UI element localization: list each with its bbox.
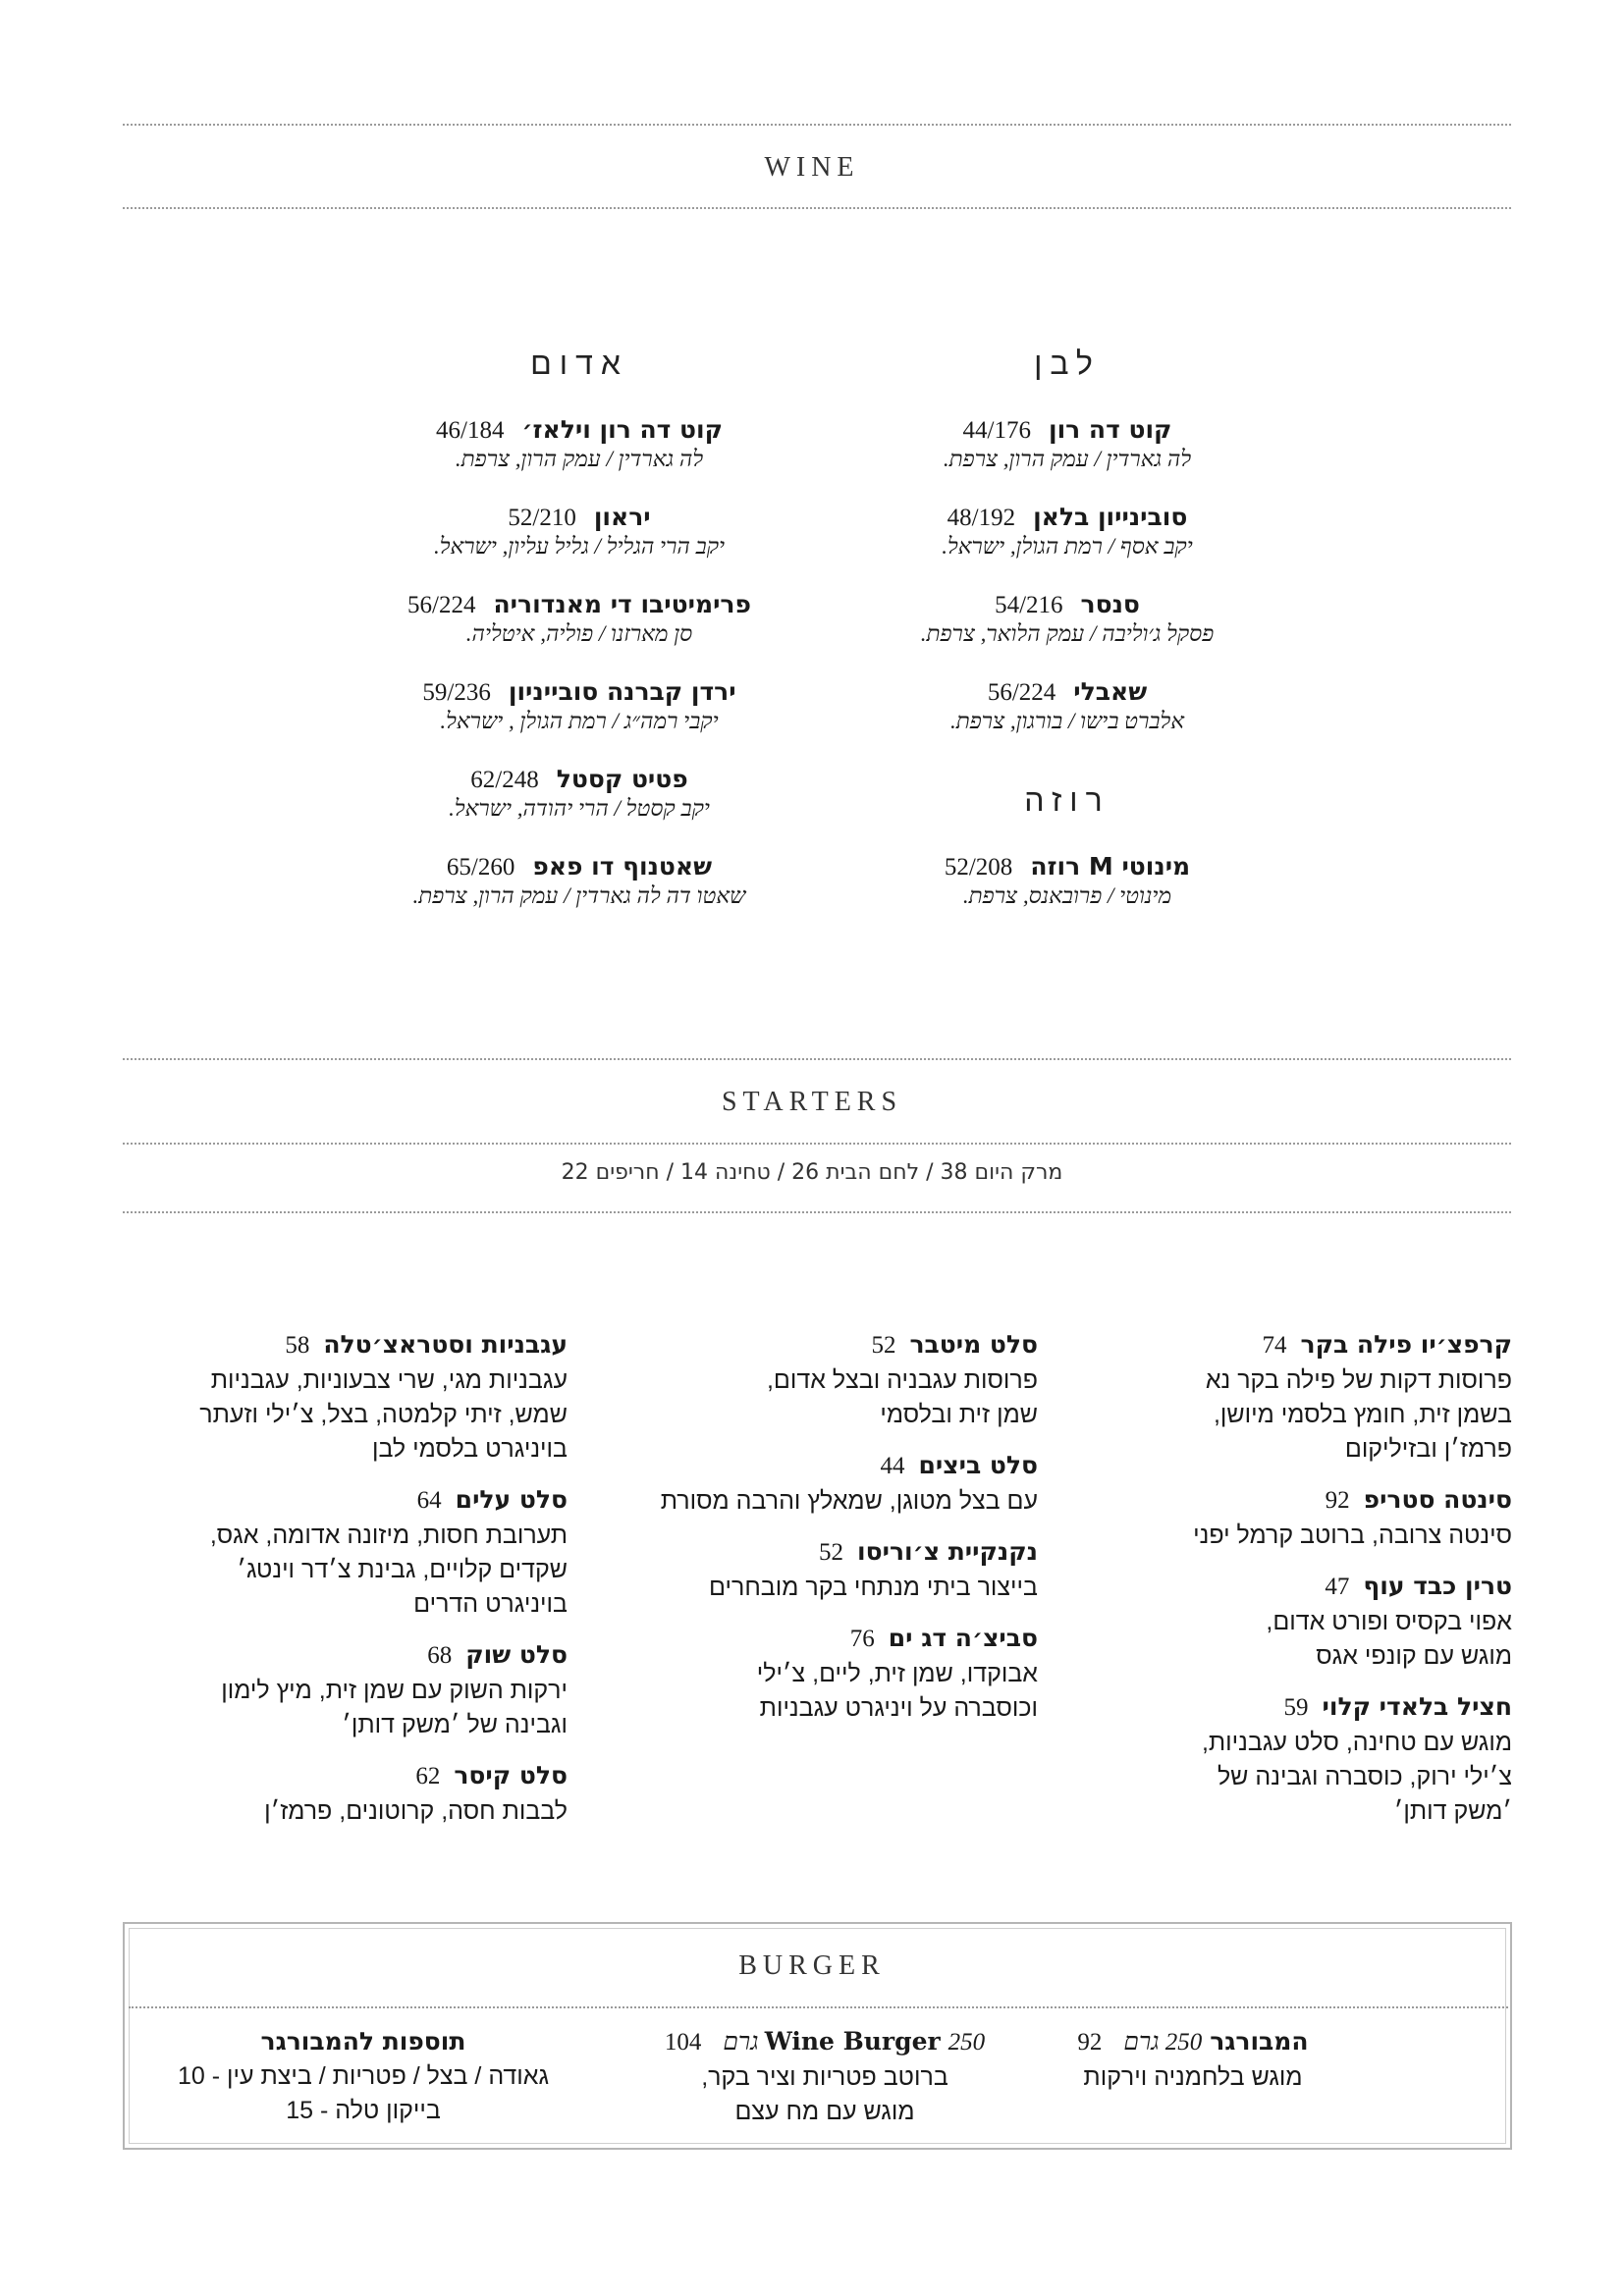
dish-desc: שקדים קלויים, גבינת צ׳דר וינטג׳ [237, 1556, 568, 1583]
dish-name-line [131, 1482, 568, 1519]
divider [123, 1058, 1511, 1060]
dish-item [601, 1621, 1038, 1726]
wine-producer: מינוטי / פרובאנס, צרפת. [962, 883, 1172, 908]
wine-producer: יקב קסטל / הרי יהודה, ישראל. [449, 796, 710, 821]
dish-name-line [131, 1327, 568, 1363]
wine-name: שאטנוף דו פאפ [532, 852, 713, 881]
wine-list-white [812, 415, 1323, 735]
wine-name-line [324, 415, 835, 446]
dish-price: 44 [880, 1453, 905, 1479]
dish-desc: עגבניות מגי, שרי צבעוניות, עגבניות [210, 1366, 568, 1394]
burger-desc: מוגש בלחמניה וירקות [1083, 2063, 1303, 2091]
dish-name: סינטה סטריפ [1363, 1485, 1512, 1514]
wine-item [812, 503, 1323, 561]
dish-desc: שמש, זיתי קלמטה, בצל, צ׳ילי וזעתר [199, 1401, 568, 1428]
dish-price: 74 [1262, 1332, 1287, 1359]
wine-name: ירדן קברנה סובייניון [508, 677, 736, 706]
wine-item [812, 415, 1323, 473]
dish-item [1075, 1327, 1512, 1467]
burger-addons [157, 2024, 569, 2128]
dish-price: 52 [871, 1332, 896, 1359]
dish-desc: פרוסות עגבניה ובצל אדום, [766, 1366, 1038, 1394]
wine-heading-rose: רוזה [1024, 782, 1110, 818]
dish-desc: מוגש עם קונפי אגס [1316, 1642, 1512, 1670]
dish-desc: צ׳ילי ירוק, כוסברה וגבינה של [1217, 1763, 1512, 1790]
wine-list-rose [812, 852, 1323, 910]
wine-name: מינוטי M רוזה [1030, 852, 1191, 881]
dish-price: 59 [1283, 1694, 1309, 1721]
section-title-starters: STARTERS [721, 1087, 903, 1117]
burger-addons-line: בייקון טלה - 15 [286, 2097, 441, 2124]
dish-name: סלט ביצים [918, 1451, 1038, 1479]
wine-producer: יקב הרי הגליל / גליל עליון, ישראל. [433, 534, 726, 559]
dish-desc: תערובת חסות, מיזונה אדומה, אגס, [209, 1522, 568, 1549]
wine-price: 62/248 [470, 767, 539, 793]
wine-producer: סן מארזנו / פוליה, איטליה. [465, 621, 693, 646]
burger-desc: ברוטב פטריות וציר בקר, [701, 2063, 948, 2091]
wine-price: 56/224 [407, 592, 476, 618]
wine-name: קוט דה רון [1048, 415, 1172, 444]
wine-name-line [812, 590, 1323, 620]
burger-weight: 250 גרם [1123, 2029, 1203, 2056]
starters-column-right [1075, 1327, 1512, 1844]
dish-price: 68 [427, 1642, 453, 1669]
starters-extras-bar: מרק היום 38 / לחם הבית 26 / טחינה 14 / חריפים 22 [561, 1160, 1063, 1185]
dish-name-line [1075, 1689, 1512, 1726]
wine-item [324, 503, 835, 561]
dish-desc: עם בצל מטוגן, שמאלץ והרבה מסורת [660, 1487, 1038, 1515]
dish-item [1075, 1569, 1512, 1674]
dish-desc: אבוקדו, שמן זית, ליים, צ׳ילי [756, 1660, 1038, 1687]
starters-column-left [131, 1327, 568, 1844]
burger-weight: 250 גרם [723, 2029, 986, 2056]
dish-item [1075, 1482, 1512, 1553]
wine-producer: לה גארדין / עמק הרון, צרפת. [455, 447, 704, 471]
wine-price: 52/210 [508, 505, 576, 531]
dish-name: טרין כבד עוף [1363, 1572, 1512, 1600]
dish-item [601, 1534, 1038, 1605]
burger-name: Wine Burger [764, 2027, 941, 2056]
wine-name: פטיט קסטל [556, 765, 688, 793]
wine-name: שאבלי [1073, 677, 1148, 706]
wine-name-line [324, 765, 835, 795]
wine-item [324, 677, 835, 735]
wine-name: יראון [593, 503, 651, 531]
dish-item [1075, 1689, 1512, 1829]
wine-name-line [324, 677, 835, 708]
dish-item [131, 1758, 568, 1829]
dish-item [131, 1637, 568, 1742]
wine-item [812, 590, 1323, 648]
dish-desc: בויניגרט הדרים [413, 1590, 568, 1618]
dish-price: 64 [416, 1487, 442, 1514]
dish-name-line [131, 1637, 568, 1674]
dish-name: סלט שוק [465, 1640, 568, 1669]
dish-name: סלט קיסר [454, 1761, 568, 1789]
dish-name: נקנקיית צ׳וריסו [857, 1537, 1038, 1566]
wine-item [324, 415, 835, 473]
wine-name-line [812, 852, 1323, 882]
wine-name: סנסר [1080, 590, 1140, 618]
wine-item [812, 852, 1323, 910]
divider [123, 1143, 1511, 1145]
starters-column-middle [601, 1327, 1038, 1741]
wine-item [324, 590, 835, 648]
wine-price: 52/208 [944, 854, 1013, 881]
wine-name-line [324, 590, 835, 620]
wine-item [324, 765, 835, 823]
dish-name: קרפצ׳יו פילה בקר [1300, 1330, 1512, 1359]
wine-price: 46/184 [436, 417, 505, 444]
wine-column-red [324, 346, 835, 939]
divider [123, 124, 1511, 126]
divider [129, 2006, 1508, 2008]
burger-price: 92 [1077, 2029, 1103, 2056]
dish-desc: פרמז׳ן ובזיליקום [1344, 1435, 1512, 1463]
wine-producer: פסקל ג׳וליבה / עמק הלואר, צרפת. [920, 621, 1215, 646]
dish-desc: וכוסברה על ויניגרט עגבניות [759, 1694, 1038, 1722]
dish-price: 92 [1325, 1487, 1350, 1514]
dish-name-line [601, 1534, 1038, 1571]
wine-price: 54/216 [995, 592, 1063, 618]
dish-name-line [601, 1448, 1038, 1484]
burger-price: 104 [664, 2029, 702, 2056]
wine-producer: לה גארדין / עמק הרון, צרפת. [943, 447, 1192, 471]
wine-producer: יקבי רמה״ג / רמת הגולן , ישראל. [440, 709, 719, 733]
dish-desc: וגבינה של ׳משק דותן׳ [342, 1711, 568, 1738]
dish-desc: אפוי בקסיס ופורט אדום, [1266, 1608, 1512, 1635]
dish-name-line [601, 1327, 1038, 1363]
wine-name-line [812, 677, 1323, 708]
dish-desc: בויניגרט בלסמי לבן [371, 1435, 568, 1463]
dish-name-line [1075, 1569, 1512, 1605]
wine-name-line [324, 852, 835, 882]
dish-desc: ירקות השוק עם שמן זית, מיץ לימון [221, 1677, 568, 1704]
wine-name: סובינייון בלאן [1033, 503, 1188, 531]
wine-price: 56/224 [987, 679, 1056, 706]
dish-name: סלט עלים [455, 1485, 568, 1514]
divider [123, 1211, 1511, 1213]
dish-name: סלט מיטבר [909, 1330, 1038, 1359]
wine-item [812, 677, 1323, 735]
dish-price: 47 [1325, 1574, 1350, 1600]
dish-price: 58 [285, 1332, 310, 1359]
dish-item [601, 1448, 1038, 1519]
dish-price: 52 [819, 1539, 844, 1566]
dish-desc: בייצור ביתי מנתחי בקר מובחרים [709, 1574, 1038, 1601]
dish-desc: לבבות חסה, קרוטונים, פרמז׳ן [264, 1797, 568, 1825]
dish-name: עגבניות וסטראצ׳טלה [323, 1330, 568, 1359]
dish-desc: ׳משק דותן׳ [1393, 1797, 1512, 1825]
dish-price: 62 [415, 1763, 441, 1789]
dish-desc: פרוסות דקות של פילה בקר נא [1205, 1366, 1512, 1394]
dish-price: 76 [849, 1626, 875, 1652]
dish-name: חציל בלאדי קלוי [1322, 1692, 1512, 1721]
dish-name-line [1075, 1327, 1512, 1363]
wine-heading-white: לבן [1034, 346, 1101, 381]
burger-addons-title: תוספות להמבורגר [260, 2027, 466, 2056]
wine-producer: אלברט בישו / בורגון, צרפת. [949, 709, 1185, 733]
burger-item-wine-burger [619, 2024, 1031, 2129]
burger-item-classic [987, 2024, 1399, 2095]
wine-item [324, 852, 835, 910]
wine-price: 44/176 [962, 417, 1031, 444]
wine-list-red [324, 415, 835, 910]
wine-price: 59/236 [422, 679, 491, 706]
dish-desc: בשמן זית, חומץ בלסמי מיושן, [1213, 1401, 1512, 1428]
dish-name-line [131, 1758, 568, 1794]
dish-item [131, 1482, 568, 1622]
dish-name-line [601, 1621, 1038, 1657]
wine-price: 48/192 [947, 505, 1016, 531]
dish-name-line [1075, 1482, 1512, 1519]
dish-desc: מוגש עם טחינה, סלט עגבניות, [1201, 1729, 1512, 1756]
wine-name: פרימיטיבו די מאנדוריה [493, 590, 751, 618]
wine-producer: שאטו דה לה גארדין / עמק הרון, צרפת. [412, 883, 746, 908]
wine-name-line [812, 415, 1323, 446]
dish-desc: שמן זית ובלסמי [880, 1401, 1038, 1428]
wine-name: קוט דה רון וילאז׳ [521, 415, 723, 444]
dish-name: סביצ׳ה דג ים [888, 1624, 1038, 1652]
burger-desc: מוגש עם מח עצם [734, 2098, 915, 2125]
wine-name-line [324, 503, 835, 533]
burger-addons-line: גאודה / בצל / פטריות / ביצת עין - 10 [177, 2062, 550, 2090]
wine-heading-red: אדום [530, 346, 628, 381]
divider [123, 207, 1511, 209]
wine-column-white [812, 346, 1323, 939]
burger-name: המבורגר [1210, 2027, 1309, 2056]
dish-desc: סינטה צרובה, ברוטב קרמל יפני [1193, 1522, 1512, 1549]
wine-price: 65/260 [446, 854, 515, 881]
wine-name-line [812, 503, 1323, 533]
section-title-wine: WINE [764, 152, 860, 183]
dish-item [131, 1327, 568, 1467]
section-title-burger: BURGER [738, 1950, 886, 1981]
dish-item [601, 1327, 1038, 1432]
wine-producer: יקב אסף / רמת הגולן, ישראל. [942, 534, 1193, 559]
